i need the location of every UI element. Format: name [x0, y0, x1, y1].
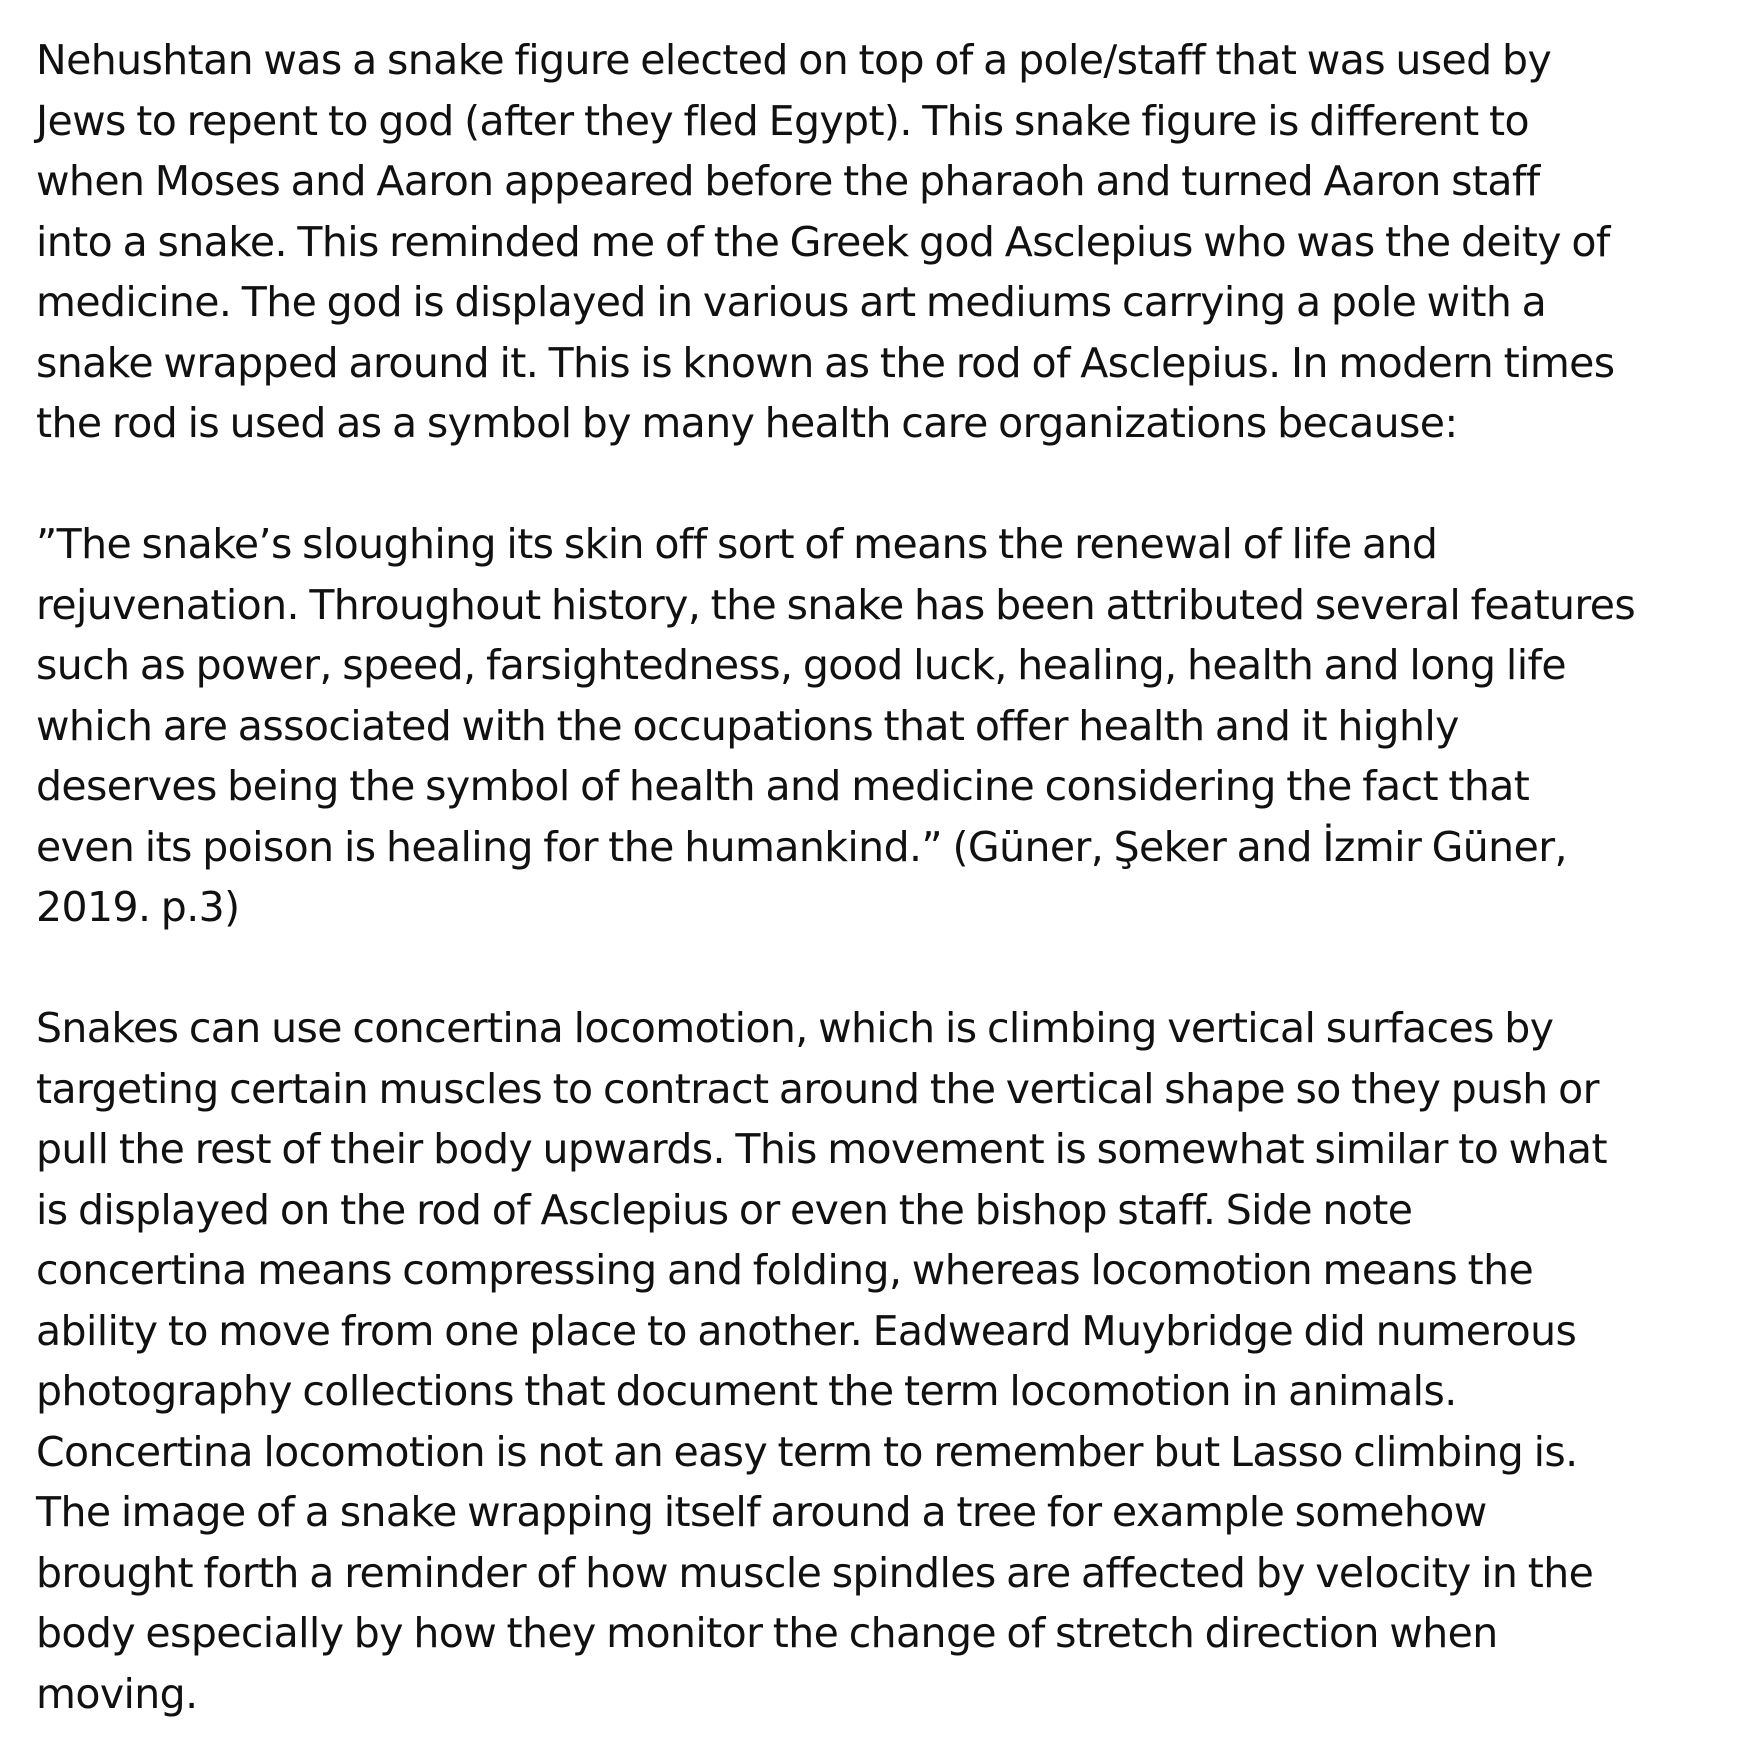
text-line: concertina means compressing and folding, whereas locomotion means the: [36, 1246, 1534, 1294]
text-line: when Moses and Aaron appeared before the pharaoh and turned Aaron staff: [36, 157, 1540, 205]
text-line: brought forth a reminder of how muscle spindles are affected by velocity in the: [36, 1548, 1594, 1597]
text-line: rejuvenation. Throughout history, the snake has been attributed several features: [36, 580, 1636, 629]
text-line: targeting certain muscles to contract around the vertical shape so they push or: [36, 1064, 1599, 1113]
document-body: [36, 30, 1726, 1724]
text-line: which are associated with the occupations that offer health and it highly: [36, 701, 1459, 750]
text-line: into a snake. This reminded me of the Greek god Asclepius who was the deity of: [36, 217, 1610, 266]
text-line: snake wrapped around it. This is known as the rod of Asclepius. In modern times: [36, 338, 1615, 387]
text-line: moving.: [36, 1669, 198, 1718]
text-line: The image of a snake wrapping itself around a tree for example somehow: [36, 1488, 1487, 1536]
paragraph-nehushtan: [36, 30, 1726, 454]
text-line: pull the rest of their body upwards. This movement is somewhat similar to what: [36, 1125, 1607, 1173]
text-line: such as power, speed, farsightedness, good luck, healing, health and long life: [36, 641, 1566, 689]
text-line: even its poison is healing for the humankind.” (Güner, Şeker and İzmir Güner,: [36, 822, 1567, 871]
paragraph-spacer: [36, 454, 1726, 515]
text-line: the rod is used as a symbol by many health care organizations because:: [36, 399, 1458, 447]
text-line: 2019. p.3): [36, 883, 240, 931]
text-line: Nehushtan was a snake figure elected on top of a pole/staff that was used by: [36, 36, 1552, 84]
text-line: medicine. The god is displayed in various art mediums carrying a pole with a: [36, 278, 1547, 326]
paragraph-locomotion: [36, 998, 1726, 1724]
paragraph-spacer: [36, 938, 1726, 999]
paragraph-quote: [36, 514, 1726, 938]
text-line: is displayed on the rod of Asclepius or even the bishop staff. Side note: [36, 1185, 1413, 1234]
text-line: body especially by how they monitor the change of stretch direction when: [36, 1609, 1498, 1657]
text-line: deserves being the symbol of health and medicine considering the fact that: [36, 762, 1530, 810]
text-line: Jews to repent to god (after they fled Egypt). This snake figure is different to: [36, 96, 1529, 145]
text-line: ”The snake’s sloughing its skin off sort of means the renewal of life and: [36, 520, 1438, 568]
text-line: ability to move from one place to another. Eadweard Muybridge did numerous: [36, 1306, 1577, 1355]
text-line: photography collections that document the term locomotion in animals.: [36, 1367, 1457, 1415]
text-line: Concertina locomotion is not an easy term to remember but Lasso climbing is.: [36, 1427, 1578, 1476]
text-line: Snakes can use concertina locomotion, which is climbing vertical surfaces by: [36, 1004, 1554, 1052]
